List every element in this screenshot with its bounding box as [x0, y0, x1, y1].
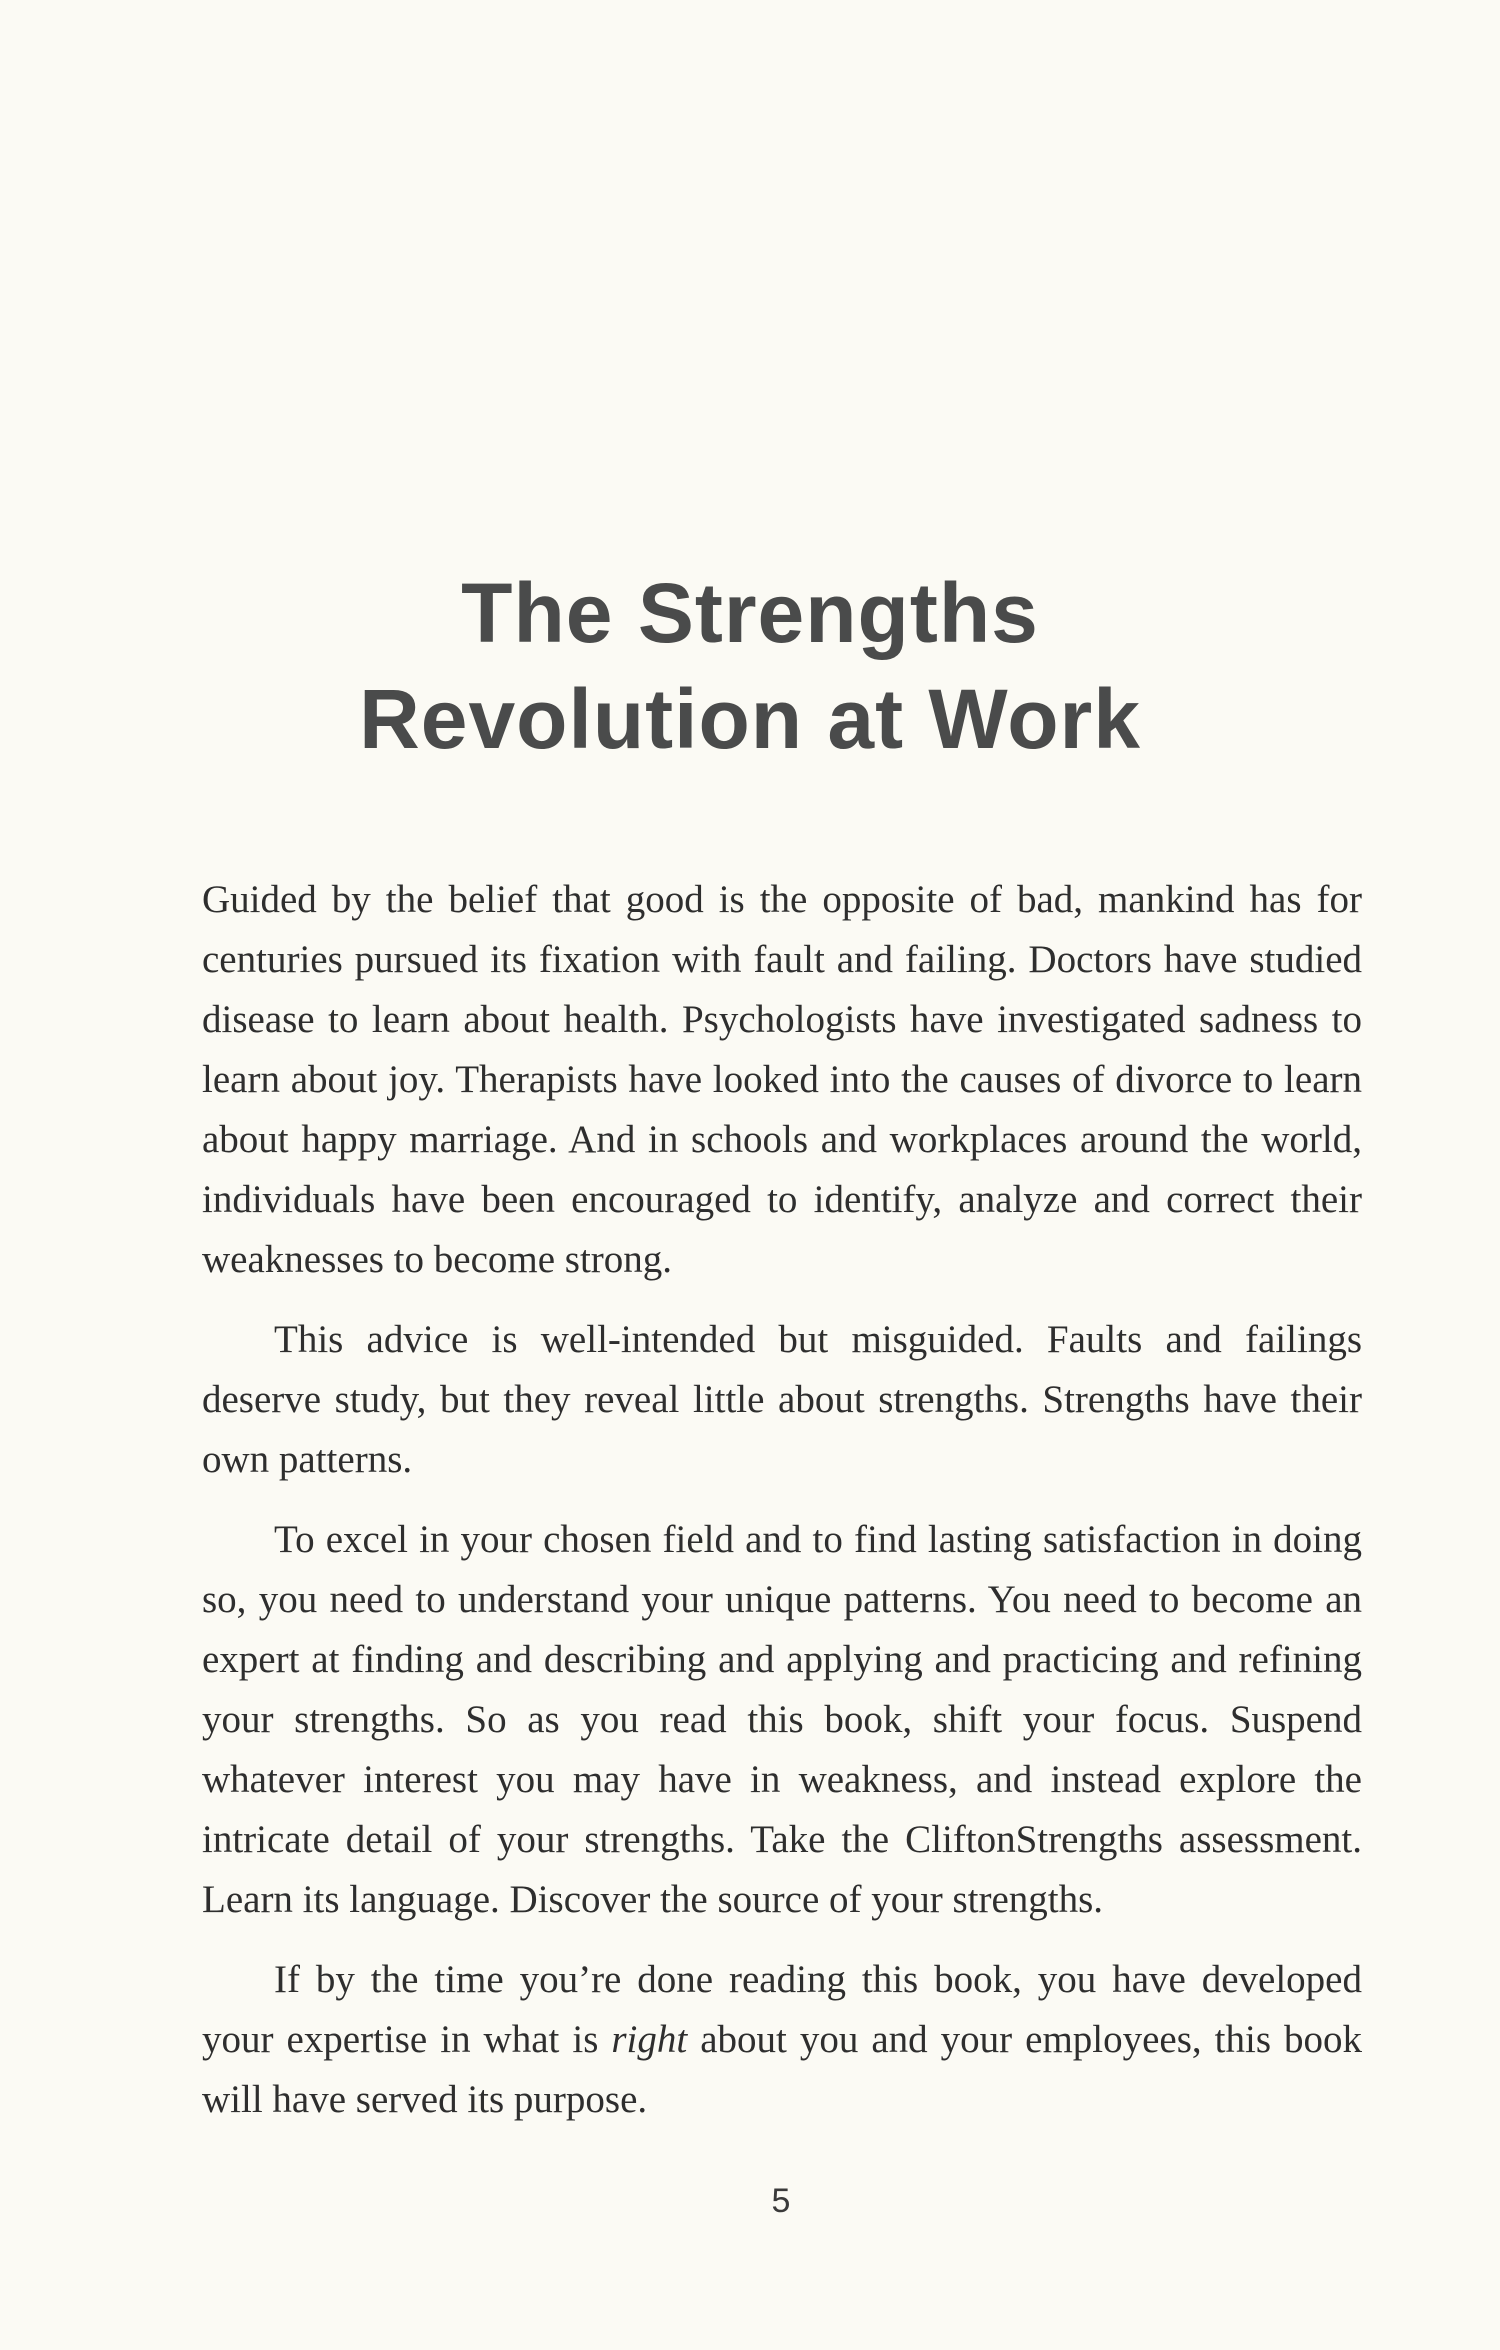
paragraph-3: To excel in your chosen field and to find lasting satisfaction in doing so, you need to understand your unique patterns. You need to become an expert at finding and describing and applying and practicing and refining your strengths. So as you read this book, shift your focus. Suspend whatever interest you may have in weakness, and instead explore the intricate detail of your strengths. Take the CliftonStrengths assessment. Learn its language. Discover the source of your strengths. [202, 1518, 1362, 1921]
paragraph-1: Guided by the belief that good is the opposite of bad, mankind has for centuries pursued its fixation with fault and failing. Doctors have studied disease to learn about health. Psychologists have investigated sadness to learn about joy. Therapists have looked into the causes of divorce to learn about happy marriage. And in schools and workplaces around the world, individuals have been encouraged to identify, analyze and correct their weaknesses to become strong. [202, 878, 1362, 1281]
body-text [202, 870, 1362, 2150]
paragraph-4-emphasis: right [611, 2018, 688, 2061]
chapter-title-line-1: The Strengths [461, 566, 1039, 660]
paragraph-2: This advice is well-intended but misguided. Faults and failings deserve study, but they reveal little about strengths. Strengths have their own patterns. [202, 1318, 1362, 1481]
paragraph-4-text-start: If by the time you’re done reading this book, you have developed your expertise in what is [202, 1958, 1362, 2061]
chapter-title-line-2: Revolution at Work [359, 672, 1141, 766]
page-number: 5 [771, 2182, 791, 2220]
paragraph-4 [202, 1950, 1362, 2130]
chapter-title [0, 560, 1500, 772]
paragraph-4-text-end: about you and your employees, this book will have served its purpose. [202, 2018, 1362, 2121]
